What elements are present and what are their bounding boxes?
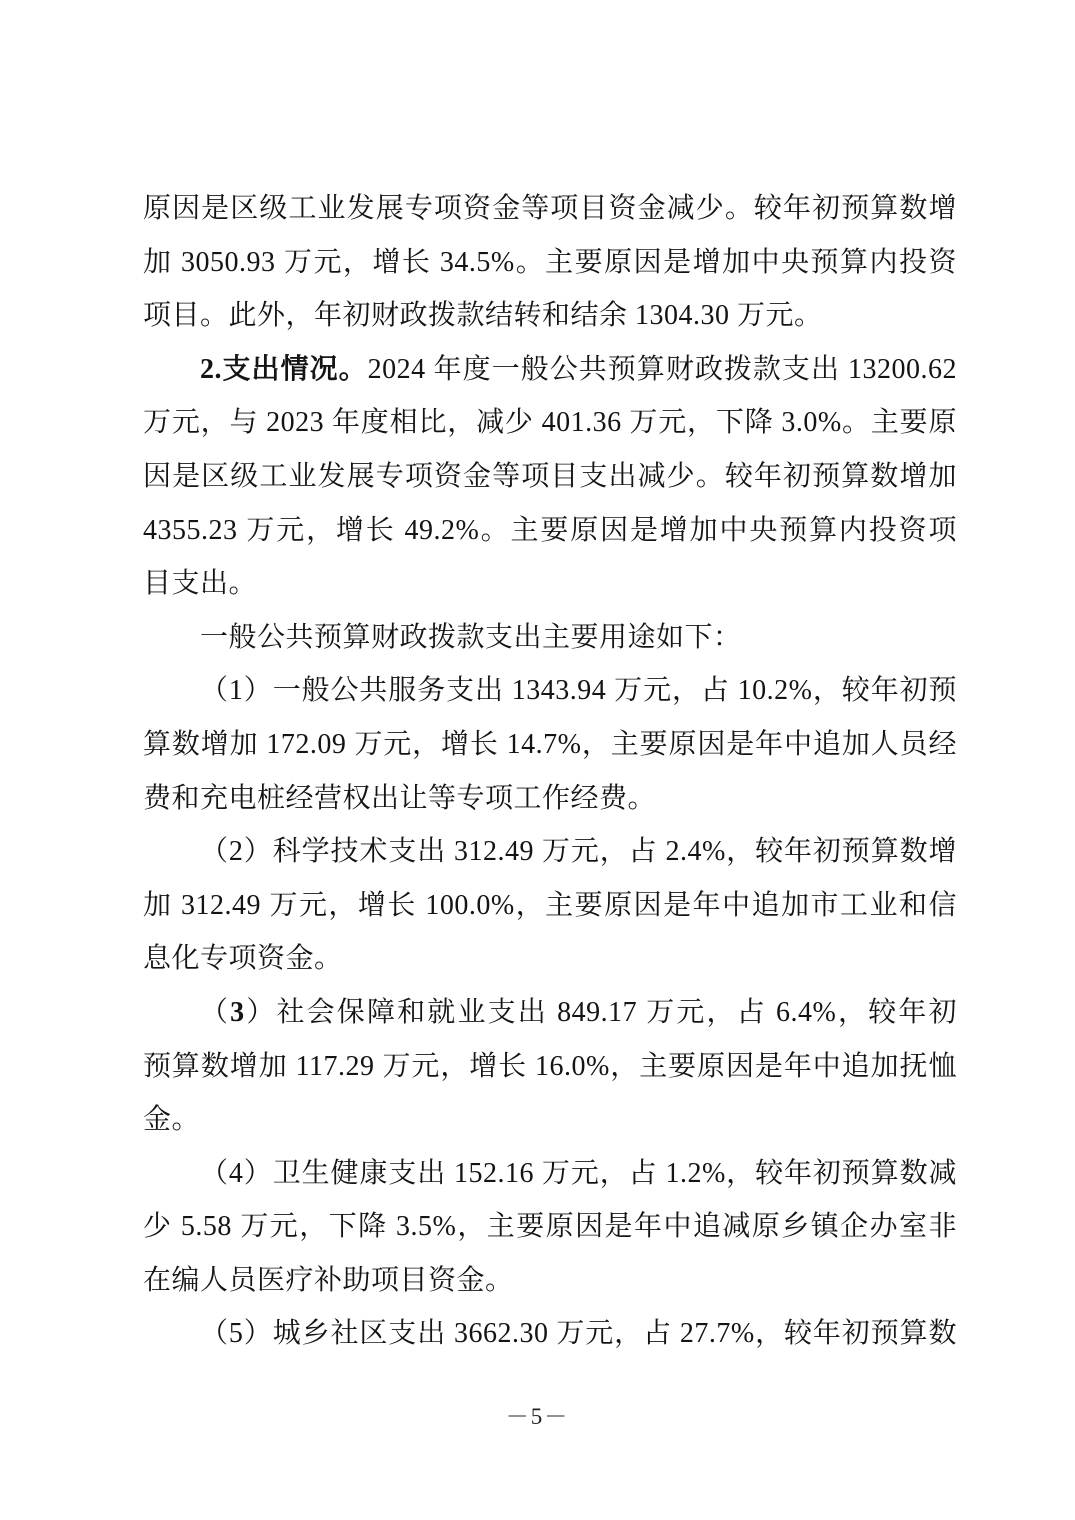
p2-line-1 [143, 343, 957, 397]
p7-line-2: 少 5.58 万元，下降 3.5%，主要原因是年中追减原乡镇企办室非 [143, 1211, 957, 1243]
p2-line-3: 因是区级工业发展专项资金等项目支出减少。较年初预算数增加 [143, 460, 957, 492]
p6-line-3: 金。 [143, 1104, 201, 1136]
p6-line-1 [143, 986, 957, 1040]
p1-line-2: 加 3050.93 万元，增长 34.5%。主要原因是增加中央预算内投资 [143, 246, 957, 278]
p5-line-1: （2）科学技术支出 312.49 万元，占 2.4%，较年初预算数增 [200, 836, 957, 868]
p2-bold-lead: 2.支出情况。 [200, 353, 368, 385]
p6-line-1-text: ）社会保障和就业支出 849.17 万元，占 6.4%，较年初 [244, 996, 957, 1028]
p1-line-1: 原因是区级工业发展专项资金等项目资金减少。较年初预算数增 [143, 193, 957, 224]
page-number: －5－ [505, 1404, 570, 1429]
p6-paren-open: （ [200, 996, 231, 1028]
p2-line-1-text: 2024 年度一般公共预算财政拨款支出 13200.62 [367, 353, 957, 385]
p4-line-1: （1）一般公共服务支出 1343.94 万元，占 10.2%，较年初预 [200, 675, 957, 707]
p7-line-3: 在编人员医疗补助项目资金。 [143, 1264, 514, 1296]
p1-line-3: 项目。此外，年初财政拨款结转和结余 1304.30 万元。 [143, 300, 823, 332]
p4-line-3: 费和充电桩经营权出让等专项工作经费。 [143, 782, 657, 814]
p6-bold-number: 3 [230, 996, 245, 1028]
p2-line-2: 万元，与 2023 年度相比，减少 401.36 万元，下降 3.0%。主要原 [143, 407, 957, 439]
p8-line-1: （5）城乡社区支出 3662.30 万元，占 27.7%，较年初预算数 [200, 1318, 957, 1350]
document-body [143, 182, 957, 1361]
p2-line-4: 4355.23 万元，增长 49.2%。主要原因是增加中央预算内投资项 [143, 514, 957, 546]
p4-line-2: 算数增加 172.09 万元，增长 14.7%，主要原因是年中追加人员经 [143, 728, 957, 760]
p5-line-3: 息化专项资金。 [143, 943, 343, 975]
p2-line-5: 目支出。 [143, 568, 258, 600]
p5-line-2: 加 312.49 万元，增长 100.0%，主要原因是年中追加市工业和信 [143, 889, 957, 921]
p6-line-2: 预算数增加 117.29 万元，增长 16.0%，主要原因是年中追加抚恤 [143, 1050, 957, 1082]
p7-line-1: （4）卫生健康支出 152.16 万元，占 1.2%，较年初预算数减 [200, 1157, 957, 1189]
p3-line-1: 一般公共预算财政拨款支出主要用途如下： [200, 621, 742, 653]
